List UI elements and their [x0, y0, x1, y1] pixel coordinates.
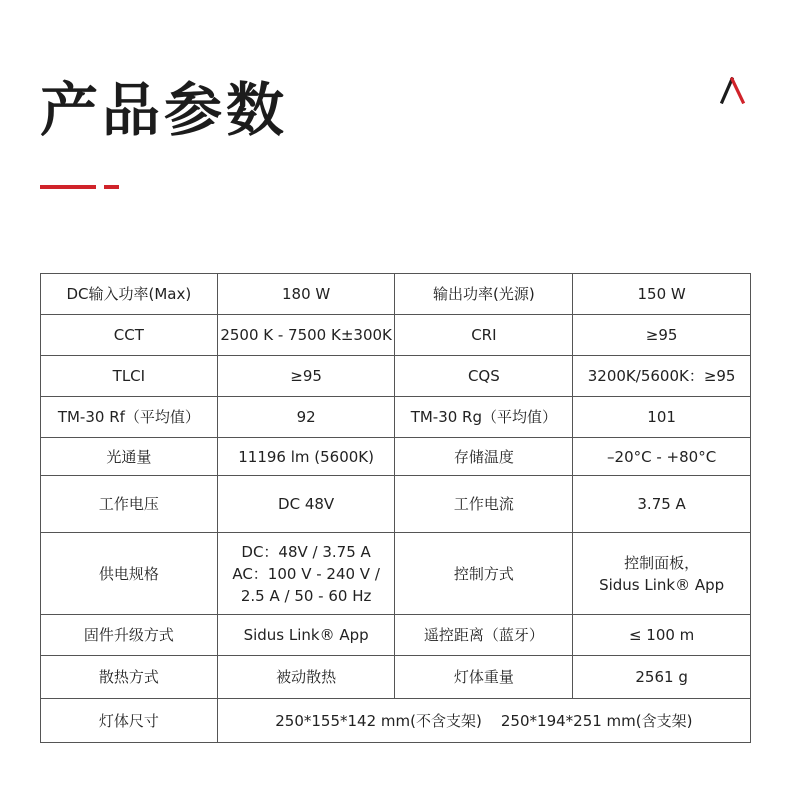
spec-value: ≥95	[573, 315, 751, 356]
spec-value: –20°C - +80°C	[573, 438, 751, 476]
spec-value: 3.75 A	[573, 476, 751, 533]
spec-value-multiline	[573, 533, 751, 615]
spec-value: 150 W	[573, 274, 751, 315]
spec-label: 控制方式	[395, 533, 573, 615]
spec-value: DC 48V	[217, 476, 395, 533]
spec-value: 92	[217, 397, 395, 438]
spec-label: 遥控距离（蓝牙）	[395, 615, 573, 656]
spec-label: CRI	[395, 315, 573, 356]
spec-label: 工作电流	[395, 476, 573, 533]
table-row	[41, 699, 751, 743]
spec-label: CCT	[41, 315, 218, 356]
table-row	[41, 476, 751, 533]
spec-value: ≥95	[217, 356, 395, 397]
spec-value: 11196 lm (5600K)	[217, 438, 395, 476]
spec-value: ≤ 100 m	[573, 615, 751, 656]
spec-value: 101	[573, 397, 751, 438]
spec-label: TLCI	[41, 356, 218, 397]
table-row	[41, 397, 751, 438]
spec-value: 3200K/5600K：≥95	[573, 356, 751, 397]
spec-value-line: 控制面板，	[624, 553, 700, 572]
table-row	[41, 438, 751, 476]
brand-logo-icon	[720, 76, 748, 104]
spec-label: CQS	[395, 356, 573, 397]
spec-label: 输出功率(光源)	[395, 274, 573, 315]
spec-value: 被动散热	[217, 656, 395, 699]
spec-label: 工作电压	[41, 476, 218, 533]
spec-value: Sidus Link® App	[217, 615, 395, 656]
table-row	[41, 615, 751, 656]
page-title: 产品参数	[40, 76, 289, 144]
table-row	[41, 315, 751, 356]
spec-value-dimensions: 250*155*142 mm(不含支架) 250*194*251 mm(含支架)	[217, 699, 750, 743]
spec-value-line: DC：48V / 3.75 A	[241, 542, 371, 561]
table-row	[41, 356, 751, 397]
spec-label: 存储温度	[395, 438, 573, 476]
spec-table	[40, 273, 751, 743]
table-row	[41, 274, 751, 315]
spec-value: 180 W	[217, 274, 395, 315]
spec-label: 灯体重量	[395, 656, 573, 699]
spec-label: 供电规格	[41, 533, 218, 615]
spec-value-line: AC：100 V - 240 V /	[232, 564, 380, 583]
spec-value-line: Sidus Link® App	[599, 575, 725, 594]
spec-label: 光通量	[41, 438, 218, 476]
spec-label: TM-30 Rf（平均值）	[41, 397, 218, 438]
spec-value-multiline	[217, 533, 395, 615]
spec-label: 灯体尺寸	[41, 699, 218, 743]
table-row	[41, 533, 751, 615]
spec-label: TM-30 Rg（平均值）	[395, 397, 573, 438]
spec-label: DC输入功率(Max)	[41, 274, 218, 315]
title-underline-short	[104, 185, 119, 189]
spec-value-line: 2.5 A / 50 - 60 Hz	[240, 586, 372, 605]
spec-label: 固件升级方式	[41, 615, 218, 656]
table-row	[41, 656, 751, 699]
spec-value: 2500 K - 7500 K±300K	[217, 315, 395, 356]
title-underline-long	[40, 185, 96, 189]
spec-value: 2561 g	[573, 656, 751, 699]
spec-label: 散热方式	[41, 656, 218, 699]
